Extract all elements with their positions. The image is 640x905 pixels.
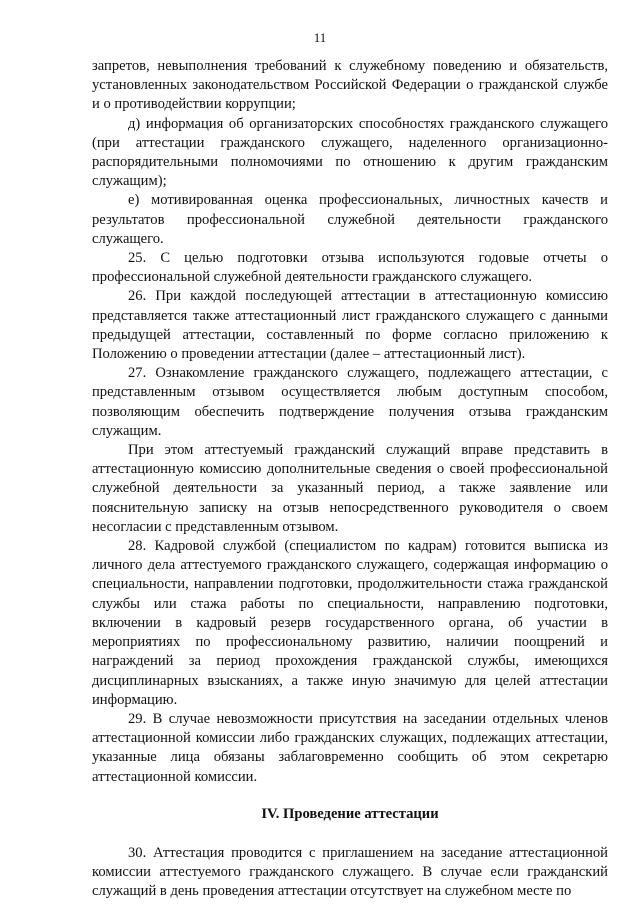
- paragraph-27-continued: При этом аттестуемый гражданский служащий вправе представить в аттестационную комиссию дополнительные сведения о своей профессиональной служебной деятельности за указанный период, а также заявление или пояснительную записку на отзыв непосредственного руководителя о своем несогласии с представленным отзывом.: [92, 442, 608, 535]
- paragraph-continuation: запретов, невыполнения требований к служебному поведению и обязательств, установленных законодательством Российской Федерации о гражданской службе и о противодействии коррупции;: [92, 58, 608, 113]
- paragraph-26: 26. При каждой последующей аттестации в аттестационную комиссию представляется также аттестационный лист гражданского служащего с данными предыдущей аттестации, составленный по форме согласно приложению к Положению о проведении аттестации (далее – аттестационный лист).: [92, 288, 608, 363]
- section-heading: IV. Проведение аттестации: [261, 805, 439, 822]
- paragraph-29: 29. В случае невозможности присутствия на заседании отдельных членов аттестационной комиссии либо гражданских служащих, подлежащих аттестации, указанные лица обязаны заблаговременно сообщить об этом секретарю аттестационной комиссии.: [92, 710, 608, 785]
- paragraph-item-e: е) мотивированная оценка профессиональных, личностных качеств и результатов профессиональной служебной деятельности гражданского служащего.: [92, 192, 608, 247]
- paragraph-item-d: д) информация об организаторских способностях гражданского служащего (при аттестации гражданского служащего, наделенного организационно-распорядительными полномочиями по отношению к другим гражданским служащим);: [92, 115, 608, 190]
- document-body: [92, 57, 608, 902]
- paragraph-25: 25. С целью подготовки отзыва используются годовые отчеты о профессиональной служебной деятельности гражданского служащего.: [92, 250, 608, 286]
- paragraph-27: 27. Ознакомление гражданского служащего, подлежащего аттестации, с представленным отзывом осуществляется любым доступным способом, позволяющим обеспечить подтверждение получения отзыва гражданским служащим.: [92, 365, 608, 439]
- page-number: 11: [313, 30, 327, 45]
- paragraph-28: 28. Кадровой службой (специалистом по кадрам) готовится выписка из личного дела аттестуемого гражданского служащего, содержащая информацию о специальности, направлении подготовки, продолжительности стажа гражданской службы или стажа работы по специальности, направлению подготовки, включении в кадровый резерв государственного органа, об участии в мероприятиях по профессиональному развитию, наличии поощрений и награждений за период прохождения гражданской службы, имеющихся дисциплинарных взысканиях, а также иную значимую для целей аттестации информацию.: [92, 538, 608, 708]
- paragraph-30: 30. Аттестация проводится с приглашением на заседание аттестационной комиссии аттестуемого гражданского служащего. В случае если гражданский служащий в день проведения аттестации отсутствует на служебном месте по: [92, 844, 608, 900]
